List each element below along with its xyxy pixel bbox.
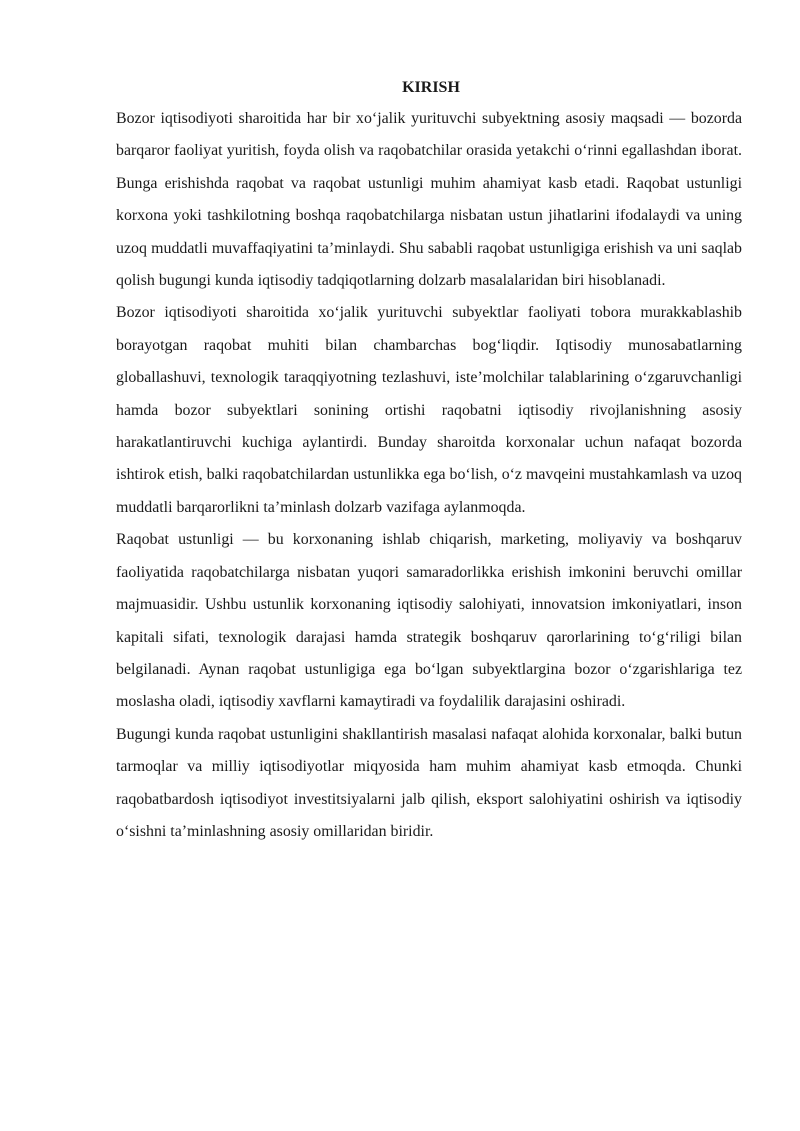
- paragraph: Bozor iqtisodiyoti sharoitida har bir xo‘jalik yurituvchi subyektning asosiy maqsadi — bozorda barqaror faoliyat yuritish, foyda olish va raqobatchilar orasida yetakchi o‘rinni egallashdan iborat. Bunga erishishda raqobat va raqobat ustunligi muhim ahamiyat kasb etadi. Raqobat ustunligi korxona yoki tashkilotning boshqa raqobatchilarga nisbatan ustun jihatlarini ifodalaydi va uning uzoq muddatli muvaffaqiyatini ta’minlaydi. Shu sababli raqobat ustunligiga erishish va uni saqlab qolish bugungi kunda iqtisodiy tadqiqotlarning dolzarb masalalaridan biri hisoblanadi.: [116, 110, 742, 290]
- document-body: [116, 73, 742, 848]
- paragraph: Raqobat ustunligi — bu korxonaning ishlab chiqarish, marketing, moliyaviy va boshqaruv faoliyatida raqobatchilarga nisbatan yuqori samaradorlikka erishish imkonini beruvchi omillar majmuasidir. Ushbu ustunlik korxonaning iqtisodiy salohiyati, innovatsion imkoniyatlari, inson kapitali sifati, texnologik darajasi hamda strategik boshqaruv qarorlarining to‘g‘riligi bilan belgilanadi. Aynan raqobat ustunligiga ega bo‘lgan subyektlargina bozor o‘zgarishlariga tez moslasha oladi, iqtisodiy xavflarni kamaytiradi va foydalilik darajasini oshiradi.: [116, 531, 742, 711]
- paragraph: Bozor iqtisodiyoti sharoitida xo‘jalik yurituvchi subyektlar faoliyati tobora murakkablashib borayotgan raqobat muhiti bilan chambarchas bog‘liqdir. Iqtisodiy munosabatlarning globallashuvi, texnologik taraqqiyotning tezlashuvi, iste’molchilar talablarining o‘zgaruvchanligi hamda bozor subyektlari sonining ortishi raqobatni iqtisodiy rivojlanishning asosiy harakatlantiruvchi kuchiga aylantirdi. Bunday sharoitda korxonalar uchun nafaqat bozorda ishtirok etish, balki raqobatchilardan ustunlikka ega bo‘lish, o‘z mavqeini mustahkamlash va uzoq muddatli barqarorlikni ta’minlash dolzarb vazifaga aylanmoqda.: [116, 304, 742, 516]
- paragraph: Bugungi kunda raqobat ustunligini shakllantirish masalasi nafaqat alohida korxonalar, balki butun tarmoqlar va milliy iqtisodiyotlar miqyosida ham muhim ahamiyat kasb etmoqda. Chunki raqobatbardosh iqtisodiyot investitsiyalarni jalb qilish, eksport salohiyatini oshirish va iqtisodiy o‘sishni ta’minlashning asosiy omillaridan biridir.: [116, 725, 742, 840]
- document-title: KIRISH: [402, 79, 460, 96]
